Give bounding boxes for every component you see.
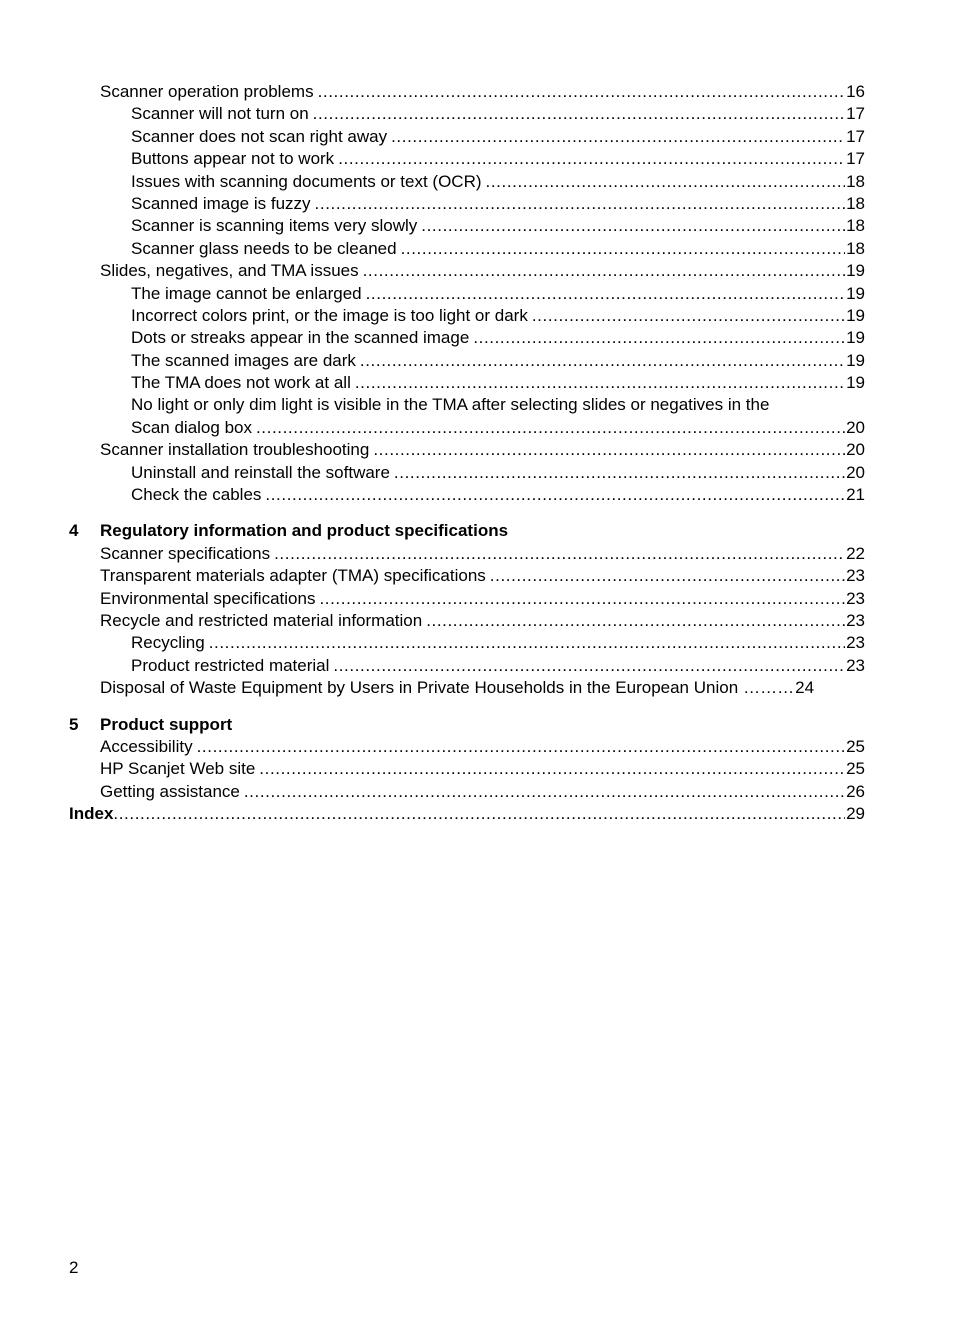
toc-entry[interactable] xyxy=(0,193,954,215)
dot-leader xyxy=(373,439,845,461)
toc-entry-page: 19 xyxy=(846,283,865,303)
toc-entry[interactable] xyxy=(0,484,954,506)
chapter-number: 4 xyxy=(69,521,79,541)
chapter-heading[interactable] xyxy=(0,714,954,736)
table-of-contents xyxy=(0,81,954,826)
dot-leader xyxy=(363,260,845,282)
dot-leader xyxy=(360,350,845,372)
dot-leader xyxy=(315,193,846,215)
toc-entry[interactable] xyxy=(0,350,954,372)
toc-entry[interactable] xyxy=(0,327,954,349)
dot-leader xyxy=(256,417,845,439)
page-number: 2 xyxy=(69,1258,79,1277)
toc-entry[interactable] xyxy=(0,758,954,780)
toc-entry-wrapped-line[interactable] xyxy=(0,394,954,416)
toc-entry[interactable] xyxy=(0,372,954,394)
toc-entry[interactable] xyxy=(0,126,954,148)
dot-leader xyxy=(197,736,845,758)
toc-entry-page: 20 xyxy=(846,440,865,460)
toc-entry-title: HP Scanjet Web site xyxy=(100,758,259,780)
toc-entry-title: Scanner is scanning items very slowly xyxy=(131,215,421,237)
ellipsis-leader: ……… xyxy=(743,678,795,698)
toc-entry-title: Dots or streaks appear in the scanned image xyxy=(131,327,473,349)
toc-entry-title: Incorrect colors print, or the image is too light or dark xyxy=(131,305,532,327)
toc-entry-title: Scanner will not turn on xyxy=(131,103,313,125)
toc-entry-page: 23 xyxy=(846,610,865,630)
toc-entry[interactable] xyxy=(0,417,954,439)
toc-entry-page: 20 xyxy=(846,462,865,482)
dot-leader xyxy=(401,238,846,260)
toc-entry-page: 23 xyxy=(846,655,865,675)
toc-entry-page: 19 xyxy=(846,328,865,348)
toc-entry[interactable] xyxy=(0,781,954,803)
toc-entry[interactable] xyxy=(0,677,954,699)
toc-entry[interactable] xyxy=(0,655,954,677)
dot-leader xyxy=(486,171,846,193)
toc-entry-title: Scanner operation problems xyxy=(100,81,318,103)
toc-entry-page: 23 xyxy=(846,633,865,653)
toc-entry-title-line1: No light or only dim light is visible in the TMA after selecting slides or negatives in the xyxy=(131,395,770,415)
dot-leader xyxy=(366,283,845,305)
toc-entry[interactable] xyxy=(0,260,954,282)
toc-entry-title: Scanned image is fuzzy xyxy=(131,193,315,215)
dot-leader xyxy=(113,803,845,825)
toc-index-entry[interactable] xyxy=(0,803,954,825)
toc-entry-title: Slides, negatives, and TMA issues xyxy=(100,260,363,282)
toc-entry-page: 17 xyxy=(846,149,865,169)
dot-leader xyxy=(473,327,845,349)
dot-leader xyxy=(394,462,845,484)
toc-entry-page: 19 xyxy=(846,350,865,370)
toc-entry[interactable] xyxy=(0,588,954,610)
toc-entry-title: Transparent materials adapter (TMA) specifications xyxy=(100,565,490,587)
toc-entry[interactable] xyxy=(0,439,954,461)
toc-entry-title: Check the cables xyxy=(131,484,265,506)
toc-entry-title: Issues with scanning documents or text (OCR) xyxy=(131,171,486,193)
toc-entry-page: 18 xyxy=(846,171,865,191)
dot-leader xyxy=(319,588,845,610)
chapter-title: Regulatory information and product specifications xyxy=(100,521,509,541)
dot-leader xyxy=(421,215,845,237)
dot-leader xyxy=(244,781,845,803)
toc-entry-page: 23 xyxy=(846,588,865,608)
toc-entry-page: 22 xyxy=(846,543,865,563)
toc-entry[interactable] xyxy=(0,565,954,587)
toc-entry-page: 19 xyxy=(846,261,865,281)
toc-entry-page: 26 xyxy=(846,781,865,801)
toc-entry-title: The TMA does not work at all xyxy=(131,372,355,394)
chapter-heading[interactable] xyxy=(0,520,954,542)
dot-leader xyxy=(259,758,845,780)
toc-entry[interactable] xyxy=(0,462,954,484)
toc-entry-title: Buttons appear not to work xyxy=(131,148,338,170)
toc-entry-title: Product restricted material xyxy=(131,655,333,677)
toc-entry-title: Scanner does not scan right away xyxy=(131,126,391,148)
toc-entry[interactable] xyxy=(0,171,954,193)
toc-entry[interactable] xyxy=(0,283,954,305)
toc-entry[interactable] xyxy=(0,238,954,260)
toc-entry-title: Environmental specifications xyxy=(100,588,319,610)
toc-entry-title: Scan dialog box xyxy=(131,417,256,439)
dot-leader xyxy=(426,610,845,632)
toc-entry[interactable] xyxy=(0,81,954,103)
toc-entry-page: 18 xyxy=(846,216,865,236)
toc-entry[interactable] xyxy=(0,610,954,632)
toc-entry[interactable] xyxy=(0,736,954,758)
toc-entry-title: Getting assistance xyxy=(100,781,244,803)
dot-leader xyxy=(265,484,845,506)
toc-entry[interactable] xyxy=(0,632,954,654)
dot-leader xyxy=(490,565,845,587)
toc-entry[interactable] xyxy=(0,543,954,565)
dot-leader xyxy=(318,81,846,103)
dot-leader xyxy=(313,103,845,125)
toc-entry-page: 17 xyxy=(846,126,865,146)
dot-leader xyxy=(274,543,845,565)
toc-entry-title: Recycle and restricted material information xyxy=(100,610,426,632)
toc-entry-page: 23 xyxy=(846,566,865,586)
toc-entry-title: Disposal of Waste Equipment by Users in Private Households in the European Union xyxy=(100,677,738,699)
toc-entry-title: The scanned images are dark xyxy=(131,350,360,372)
toc-entry-title: Scanner specifications xyxy=(100,543,274,565)
dot-leader xyxy=(209,632,845,654)
toc-entry-page: 19 xyxy=(846,305,865,325)
toc-entry[interactable] xyxy=(0,148,954,170)
toc-entry-title: Uninstall and reinstall the software xyxy=(131,462,394,484)
toc-entry-page: 24 xyxy=(795,678,815,698)
toc-entry[interactable] xyxy=(0,305,954,327)
toc-entry-title: Scanner installation troubleshooting xyxy=(100,439,373,461)
dot-leader xyxy=(338,148,845,170)
toc-entry[interactable] xyxy=(0,215,954,237)
toc-entry[interactable] xyxy=(0,103,954,125)
toc-entry-page: 19 xyxy=(846,373,865,393)
toc-entry-page: 17 xyxy=(846,104,865,124)
toc-entry-title: Accessibility xyxy=(100,736,197,758)
toc-entry-page: 20 xyxy=(846,417,865,437)
index-title: Index xyxy=(69,803,113,825)
dot-leader xyxy=(532,305,845,327)
toc-entry-page: 25 xyxy=(846,759,865,779)
toc-entry-title: The image cannot be enlarged xyxy=(131,283,366,305)
toc-entry-title: Scanner glass needs to be cleaned xyxy=(131,238,401,260)
index-page: 29 xyxy=(846,804,865,824)
chapter-number: 5 xyxy=(69,714,79,734)
dot-leader xyxy=(333,655,845,677)
toc-entry-page: 18 xyxy=(846,238,865,258)
toc-entry-page: 18 xyxy=(846,193,865,213)
dot-leader xyxy=(355,372,845,394)
toc-entry-page: 21 xyxy=(846,485,865,505)
toc-entry-page: 16 xyxy=(846,82,865,101)
chapter-title: Product support xyxy=(100,714,233,734)
toc-entry-title: Recycling xyxy=(131,632,209,654)
dot-leader xyxy=(391,126,845,148)
toc-entry-page: 25 xyxy=(846,736,865,756)
